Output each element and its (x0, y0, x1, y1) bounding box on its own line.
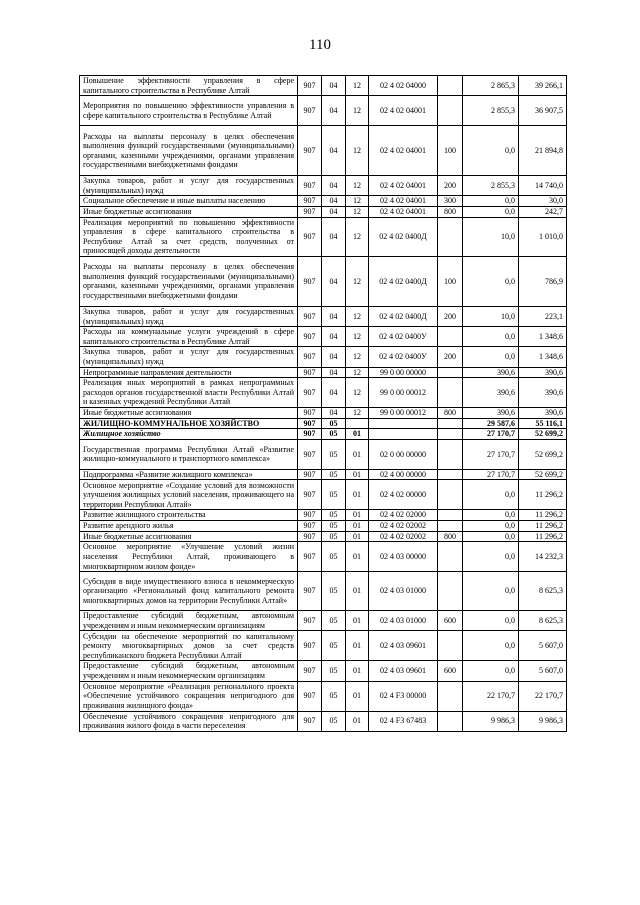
expense-type-cell: 800 (438, 531, 463, 542)
expense-type-cell: 600 (438, 611, 463, 631)
table-row (80, 611, 567, 631)
amount-cell-second: 223,1 (519, 306, 567, 326)
subsection-code-cell: 12 (346, 196, 369, 207)
ministry-code-cell: 907 (298, 439, 322, 469)
target-article-cell: 99 0 00 00000 (369, 367, 438, 378)
ministry-code-cell: 907 (298, 347, 322, 367)
section-code-cell: 05 (322, 531, 346, 542)
row-name-cell: Социальное обеспечение и иные выплаты населению (80, 196, 298, 207)
subsection-code-cell: 12 (346, 256, 369, 306)
row-name-cell: Государственная программа Республики Алтай «Развитие жилищно-коммунального и транспортного комплекса» (80, 439, 298, 469)
section-code-cell: 04 (322, 256, 346, 306)
section-code-cell: 04 (322, 196, 346, 207)
amount-cell-second: 390,6 (519, 408, 567, 419)
subsection-code-cell (346, 418, 369, 429)
table-row (80, 631, 567, 661)
subsection-code-cell: 12 (346, 217, 369, 256)
subsection-code-cell: 12 (346, 206, 369, 217)
amount-cell-second: 11 296,2 (519, 531, 567, 542)
expense-type-cell (438, 378, 463, 408)
row-name-cell: Повышение эффективности управления в сфере капитального строительства в Республике Алтай (80, 76, 298, 96)
table-row (80, 661, 567, 681)
expense-type-cell (438, 217, 463, 256)
expense-type-cell (438, 521, 463, 532)
amount-cell-first: 0,0 (463, 572, 519, 611)
ministry-code-cell: 907 (298, 256, 322, 306)
table-row (80, 439, 567, 469)
target-article-cell: 02 4 02 04001 (369, 126, 438, 176)
section-code-cell: 04 (322, 126, 346, 176)
target-article-cell: 02 4 02 0400У (369, 347, 438, 367)
ministry-code-cell: 907 (298, 572, 322, 611)
amount-cell-first: 2 865,3 (463, 76, 519, 96)
section-code-cell: 05 (322, 480, 346, 510)
target-article-cell: 02 4 03 09601 (369, 661, 438, 681)
target-article-cell: 02 0 00 00000 (369, 439, 438, 469)
expense-type-cell (438, 711, 463, 731)
section-code-cell: 04 (322, 96, 346, 126)
amount-cell-second: 786,9 (519, 256, 567, 306)
row-name-cell: Иные бюджетные ассигнования (80, 408, 298, 419)
row-name-cell: Развитие арендного жилья (80, 521, 298, 532)
table-row (80, 521, 567, 532)
amount-cell-first: 10,0 (463, 306, 519, 326)
subsection-code-cell: 01 (346, 429, 369, 440)
row-name-cell: Расходы на коммунальные услуги учреждений в сфере капитального строительства в Республике Алтай (80, 327, 298, 347)
table-row (80, 408, 567, 419)
target-article-cell (369, 418, 438, 429)
table-row (80, 531, 567, 542)
amount-cell-second: 1 010,0 (519, 217, 567, 256)
section-code-cell: 05 (322, 572, 346, 611)
amount-cell-first: 0,0 (463, 327, 519, 347)
expense-type-cell (438, 631, 463, 661)
expense-type-cell (438, 542, 463, 572)
expense-type-cell: 600 (438, 661, 463, 681)
target-article-cell: 02 4 02 02000 (369, 510, 438, 521)
amount-cell-first: 2 855,3 (463, 176, 519, 196)
expense-type-cell: 200 (438, 176, 463, 196)
row-name-cell: Основное мероприятие «Реализация регионального проекта «Обеспечение устойчивого сокращения непригодного для проживания жилищного фонда» (80, 681, 298, 711)
row-name-cell: Субсидия в виде имущественного взноса в некоммерческую организацию «Региональный фонд капитального ремонта многоквартирных домов на территории Республики Алтай» (80, 572, 298, 611)
subsection-code-cell: 12 (346, 96, 369, 126)
table-row (80, 76, 567, 96)
section-code-cell: 04 (322, 367, 346, 378)
target-article-cell: 02 4 02 04001 (369, 196, 438, 207)
ministry-code-cell: 907 (298, 521, 322, 532)
row-name-cell: Предоставление субсидий бюджетным, автономным учреждениям и иным некоммерческим организациям (80, 661, 298, 681)
row-name-cell: Мероприятия по повышению эффективности управления в сфере капитального строительства в Республике Алтай (80, 96, 298, 126)
target-article-cell: 02 4 02 00000 (369, 480, 438, 510)
amount-cell-second: 242,7 (519, 206, 567, 217)
table-row (80, 367, 567, 378)
ministry-code-cell: 907 (298, 327, 322, 347)
target-article-cell (369, 429, 438, 440)
amount-cell-second: 55 116,1 (519, 418, 567, 429)
row-name-cell: Иные бюджетные ассигнования (80, 206, 298, 217)
expense-type-cell (438, 572, 463, 611)
row-name-cell: Реализация мероприятий по повышению эффективности управления в сфере капитального строительства в Республике Алтай за счет средств, полученных от приносящей доходы деятельности (80, 217, 298, 256)
section-code-cell: 04 (322, 408, 346, 419)
subsection-code-cell: 12 (346, 176, 369, 196)
amount-cell-second: 52 699,2 (519, 439, 567, 469)
amount-cell-second: 52 699,2 (519, 469, 567, 480)
row-name-cell: Развитие жилищного строительства (80, 510, 298, 521)
ministry-code-cell: 907 (298, 76, 322, 96)
amount-cell-second: 22 170,7 (519, 681, 567, 711)
amount-cell-second: 8 625,3 (519, 572, 567, 611)
amount-cell-second: 14 740,0 (519, 176, 567, 196)
amount-cell-first: 29 587,6 (463, 418, 519, 429)
expense-type-cell: 100 (438, 126, 463, 176)
table-row (80, 306, 567, 326)
amount-cell-second: 5 607,0 (519, 661, 567, 681)
target-article-cell: 02 4 02 0400Д (369, 306, 438, 326)
section-code-cell: 04 (322, 378, 346, 408)
expense-type-cell: 800 (438, 206, 463, 217)
amount-cell-first: 0,0 (463, 542, 519, 572)
subsection-code-cell: 01 (346, 661, 369, 681)
row-name-cell: Основное мероприятие «Улучшение условий жизни населения Республики Алтай, проживающего в многоквартирном жилом фонде» (80, 542, 298, 572)
ministry-code-cell: 907 (298, 378, 322, 408)
section-code-cell: 05 (322, 661, 346, 681)
expense-type-cell (438, 96, 463, 126)
row-name-cell: Жилищное хозяйство (80, 429, 298, 440)
amount-cell-second: 8 625,3 (519, 611, 567, 631)
ministry-code-cell: 907 (298, 611, 322, 631)
subsection-code-cell: 12 (346, 306, 369, 326)
ministry-code-cell: 907 (298, 429, 322, 440)
ministry-code-cell: 907 (298, 661, 322, 681)
ministry-code-cell: 907 (298, 631, 322, 661)
target-article-cell: 99 0 00 00012 (369, 408, 438, 419)
subsection-code-cell: 01 (346, 542, 369, 572)
section-code-cell: 04 (322, 306, 346, 326)
table-row (80, 196, 567, 207)
subsection-code-cell: 12 (346, 347, 369, 367)
subsection-code-cell: 01 (346, 631, 369, 661)
amount-cell-first: 0,0 (463, 531, 519, 542)
amount-cell-second: 39 266,1 (519, 76, 567, 96)
table-row (80, 256, 567, 306)
target-article-cell: 02 4 02 02002 (369, 521, 438, 532)
table-row (80, 217, 567, 256)
amount-cell-second: 390,6 (519, 367, 567, 378)
ministry-code-cell: 907 (298, 531, 322, 542)
ministry-code-cell: 907 (298, 469, 322, 480)
expense-type-cell (438, 480, 463, 510)
amount-cell-first: 0,0 (463, 661, 519, 681)
section-code-cell: 05 (322, 521, 346, 532)
expense-type-cell (438, 76, 463, 96)
amount-cell-first: 0,0 (463, 126, 519, 176)
subsection-code-cell: 01 (346, 711, 369, 731)
amount-cell-first: 0,0 (463, 347, 519, 367)
expense-type-cell (438, 469, 463, 480)
expense-type-cell (438, 681, 463, 711)
row-name-cell: Иные бюджетные ассигнования (80, 531, 298, 542)
expense-type-cell: 100 (438, 256, 463, 306)
table-row (80, 206, 567, 217)
section-code-cell: 04 (322, 206, 346, 217)
table-row (80, 347, 567, 367)
ministry-code-cell: 907 (298, 206, 322, 217)
target-article-cell: 99 0 00 00012 (369, 378, 438, 408)
subsection-code-cell: 01 (346, 521, 369, 532)
row-name-cell: Субсидии на обеспечение мероприятий по капитальному ремонту многоквартирных домов за счет средств республиканского бюджета Республики Алтай (80, 631, 298, 661)
amount-cell-first: 0,0 (463, 206, 519, 217)
amount-cell-second: 21 894,8 (519, 126, 567, 176)
subsection-code-cell: 01 (346, 469, 369, 480)
ministry-code-cell: 907 (298, 681, 322, 711)
amount-cell-second: 1 348,6 (519, 327, 567, 347)
amount-cell-first: 390,6 (463, 378, 519, 408)
subsection-code-cell: 01 (346, 510, 369, 521)
section-code-cell: 05 (322, 510, 346, 521)
target-article-cell: 02 4 02 04001 (369, 176, 438, 196)
page-number: 110 (309, 37, 331, 53)
expense-type-cell: 200 (438, 306, 463, 326)
amount-cell-first: 27 170,7 (463, 429, 519, 440)
expense-type-cell (438, 327, 463, 347)
table-row (80, 681, 567, 711)
target-article-cell: 02 4 02 0400Д (369, 256, 438, 306)
row-name-cell: ЖИЛИЩНО-КОММУНАЛЬНОЕ ХОЗЯЙСТВО (80, 418, 298, 429)
subsection-code-cell: 12 (346, 327, 369, 347)
amount-cell-first: 390,6 (463, 367, 519, 378)
row-name-cell: Основное мероприятие «Создание условий для возможности улучшения жилищных условий населения, проживающего на территории Республики Алтай» (80, 480, 298, 510)
row-name-cell: Закупка товаров, работ и услуг для государственных (муниципальных) нужд (80, 176, 298, 196)
amount-cell-first: 0,0 (463, 521, 519, 532)
amount-cell-second: 11 296,2 (519, 510, 567, 521)
amount-cell-second: 9 986,3 (519, 711, 567, 731)
row-name-cell: Закупка товаров, работ и услуг для государственных (муниципальных) нужд (80, 306, 298, 326)
subsection-code-cell: 01 (346, 611, 369, 631)
amount-cell-second: 14 232,3 (519, 542, 567, 572)
amount-cell-second: 11 296,2 (519, 521, 567, 532)
subsection-code-cell: 12 (346, 378, 369, 408)
ministry-code-cell: 907 (298, 126, 322, 176)
expense-type-cell: 800 (438, 408, 463, 419)
budget-table-body (80, 76, 567, 732)
subsection-code-cell: 12 (346, 126, 369, 176)
section-code-cell: 05 (322, 711, 346, 731)
section-code-cell: 05 (322, 542, 346, 572)
row-name-cell: Закупка товаров, работ и услуг для государственных (муниципальных) нужд (80, 347, 298, 367)
amount-cell-second: 52 699,2 (519, 429, 567, 440)
ministry-code-cell: 907 (298, 542, 322, 572)
target-article-cell: 02 4 02 0400Д (369, 217, 438, 256)
amount-cell-first: 0,0 (463, 256, 519, 306)
amount-cell-second: 30,0 (519, 196, 567, 207)
table-row (80, 378, 567, 408)
section-code-cell: 05 (322, 611, 346, 631)
subsection-code-cell: 01 (346, 439, 369, 469)
table-row (80, 711, 567, 731)
table-row (80, 429, 567, 440)
subsection-code-cell: 12 (346, 367, 369, 378)
amount-cell-second: 5 607,0 (519, 631, 567, 661)
row-name-cell: Расходы на выплаты персоналу в целях обеспечения выполнения функций государственными (муниципальными) органами, казенными учреждениями, органами управления государственными внебюджетными фондами (80, 256, 298, 306)
amount-cell-second: 390,6 (519, 378, 567, 408)
subsection-code-cell: 01 (346, 572, 369, 611)
amount-cell-first: 0,0 (463, 631, 519, 661)
section-code-cell: 05 (322, 418, 346, 429)
ministry-code-cell: 907 (298, 196, 322, 207)
ministry-code-cell: 907 (298, 367, 322, 378)
table-row (80, 418, 567, 429)
amount-cell-first: 9 986,3 (463, 711, 519, 731)
table-row (80, 572, 567, 611)
expense-type-cell (438, 429, 463, 440)
target-article-cell: 02 4 02 04001 (369, 206, 438, 217)
subsection-code-cell: 01 (346, 531, 369, 542)
amount-cell-first: 2 855,3 (463, 96, 519, 126)
amount-cell-first: 22 170,7 (463, 681, 519, 711)
table-row (80, 327, 567, 347)
ministry-code-cell: 907 (298, 96, 322, 126)
section-code-cell: 04 (322, 347, 346, 367)
amount-cell-first: 0,0 (463, 196, 519, 207)
row-name-cell: Реализация иных мероприятий в рамках непрограммных расходов органов государственной власти Республики Алтай и казенных учреждений Республики Алтай (80, 378, 298, 408)
target-article-cell: 02 4 03 01000 (369, 572, 438, 611)
table-row (80, 542, 567, 572)
target-article-cell: 02 4 02 0400У (369, 327, 438, 347)
row-name-cell: Расходы на выплаты персоналу в целях обеспечения выполнения функций государственными (муниципальными) органами, казенными учреждениями, органами управления государственными внебюджетными фондами (80, 126, 298, 176)
amount-cell-first: 0,0 (463, 480, 519, 510)
row-name-cell: Подпрограмма «Развитие жилищного комплекса» (80, 469, 298, 480)
expense-type-cell (438, 439, 463, 469)
section-code-cell: 04 (322, 327, 346, 347)
expense-type-cell (438, 418, 463, 429)
target-article-cell: 02 4 F3 00000 (369, 681, 438, 711)
section-code-cell: 05 (322, 469, 346, 480)
section-code-cell: 04 (322, 176, 346, 196)
ministry-code-cell: 907 (298, 176, 322, 196)
target-article-cell: 02 4 F3 67483 (369, 711, 438, 731)
section-code-cell: 05 (322, 631, 346, 661)
ministry-code-cell: 907 (298, 418, 322, 429)
expense-type-cell: 300 (438, 196, 463, 207)
target-article-cell: 02 4 00 00000 (369, 469, 438, 480)
amount-cell-second: 36 907,5 (519, 96, 567, 126)
ministry-code-cell: 907 (298, 711, 322, 731)
table-row (80, 469, 567, 480)
table-row (80, 480, 567, 510)
table-row (80, 126, 567, 176)
subsection-code-cell: 01 (346, 480, 369, 510)
expense-type-cell (438, 510, 463, 521)
ministry-code-cell: 907 (298, 510, 322, 521)
table-row (80, 176, 567, 196)
target-article-cell: 02 4 02 04000 (369, 76, 438, 96)
section-code-cell: 04 (322, 217, 346, 256)
target-article-cell: 02 4 02 02002 (369, 531, 438, 542)
amount-cell-first: 10,0 (463, 217, 519, 256)
target-article-cell: 02 4 03 00000 (369, 542, 438, 572)
amount-cell-first: 0,0 (463, 611, 519, 631)
section-code-cell: 04 (322, 76, 346, 96)
subsection-code-cell: 12 (346, 408, 369, 419)
amount-cell-first: 0,0 (463, 510, 519, 521)
ministry-code-cell: 907 (298, 408, 322, 419)
amount-cell-second: 11 296,2 (519, 480, 567, 510)
subsection-code-cell: 01 (346, 681, 369, 711)
ministry-code-cell: 907 (298, 480, 322, 510)
ministry-code-cell: 907 (298, 217, 322, 256)
section-code-cell: 05 (322, 439, 346, 469)
target-article-cell: 02 4 03 09601 (369, 631, 438, 661)
section-code-cell: 05 (322, 681, 346, 711)
amount-cell-first: 27 170,7 (463, 439, 519, 469)
target-article-cell: 02 4 03 01000 (369, 611, 438, 631)
table-row (80, 510, 567, 521)
table-row (80, 96, 567, 126)
target-article-cell: 02 4 02 04001 (369, 96, 438, 126)
subsection-code-cell: 12 (346, 76, 369, 96)
ministry-code-cell: 907 (298, 306, 322, 326)
amount-cell-second: 1 348,6 (519, 347, 567, 367)
budget-table (79, 75, 567, 732)
amount-cell-first: 27 170,7 (463, 469, 519, 480)
row-name-cell: Непрограммные направления деятельности (80, 367, 298, 378)
row-name-cell: Предоставление субсидий бюджетным, автономным учреждениям и иным некоммерческим организациям (80, 611, 298, 631)
section-code-cell: 05 (322, 429, 346, 440)
expense-type-cell: 200 (438, 347, 463, 367)
row-name-cell: Обеспечение устойчивого сокращения непригодного для проживания жилого фонда в части переселения (80, 711, 298, 731)
amount-cell-first: 390,6 (463, 408, 519, 419)
expense-type-cell (438, 367, 463, 378)
